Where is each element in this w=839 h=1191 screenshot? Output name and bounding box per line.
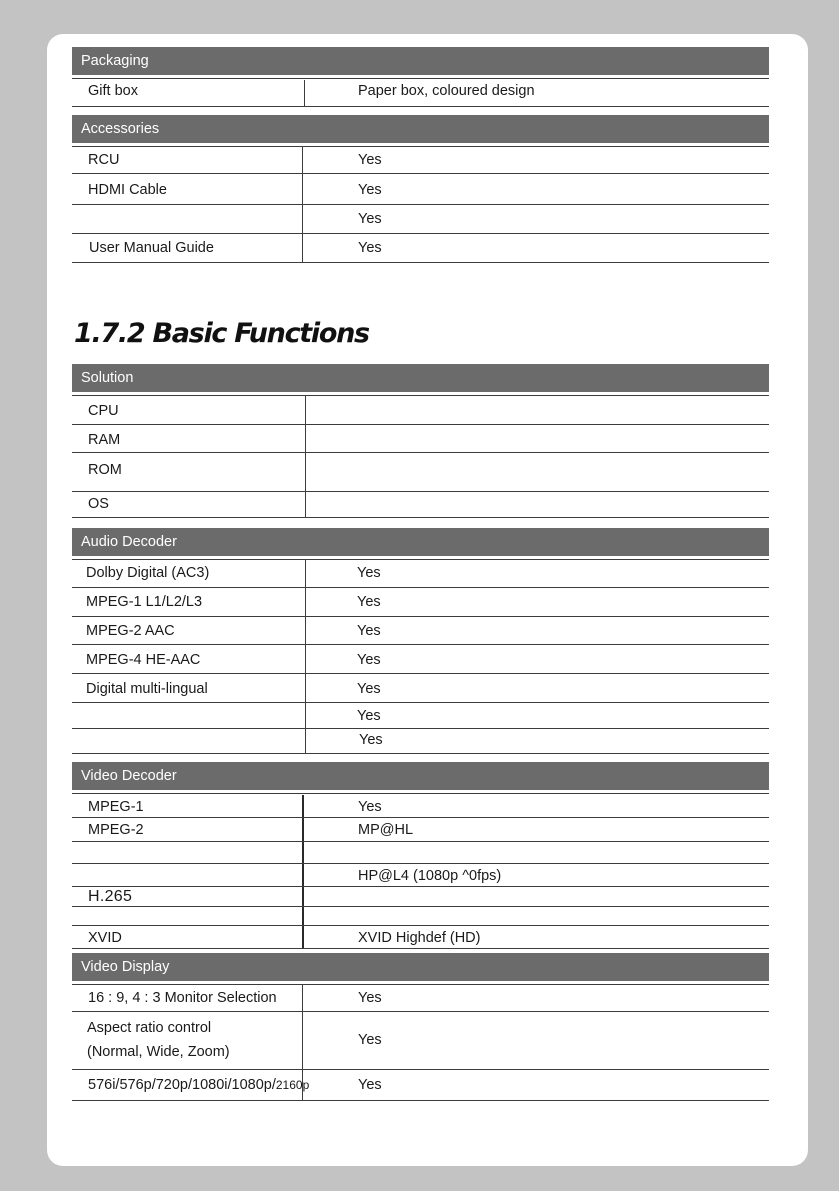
row-divider xyxy=(72,817,769,818)
row-divider xyxy=(72,841,769,842)
section-header-accessories: Accessories xyxy=(72,115,769,143)
row-value-mpeg2-video: MP@HL xyxy=(358,822,414,838)
row-key-os: OS xyxy=(88,496,109,512)
row-key-mpeg1-video: MPEG-1 xyxy=(88,799,144,815)
row-divider xyxy=(72,673,769,674)
column-divider xyxy=(305,560,306,753)
row-divider xyxy=(72,262,769,263)
row-value-hdmi-cable: Yes xyxy=(358,182,382,198)
resolutions-main: 576i/576p/720p/1080i/1080p/ xyxy=(88,1077,276,1093)
row-key-mpeg2-aac: MPEG-2 AAC xyxy=(86,623,175,639)
row-key-cpu: CPU xyxy=(88,403,119,419)
row-value-user-manual: Yes xyxy=(358,240,382,256)
row-divider xyxy=(72,233,769,234)
row-divider xyxy=(72,517,769,518)
row-key-aspect-ratio: Aspect ratio control xyxy=(87,1020,212,1036)
row-divider xyxy=(72,702,769,703)
row-value-rcu: Yes xyxy=(358,152,382,168)
row-divider xyxy=(72,173,769,174)
row-key-monitor-selection: 16 : 9, 4 : 3 Monitor Selection xyxy=(88,990,277,1006)
row-divider xyxy=(72,948,769,949)
column-divider xyxy=(304,80,305,106)
row-key-hdmi-cable: HDMI Cable xyxy=(88,182,167,198)
row-value-mpeg4-he-aac: Yes xyxy=(357,652,381,668)
row-value-audio: Yes xyxy=(357,708,381,724)
row-divider xyxy=(72,452,769,453)
column-divider xyxy=(305,396,306,517)
row-key-ram: RAM xyxy=(88,432,121,448)
row-key-user-manual: User Manual Guide xyxy=(89,240,214,256)
row-divider xyxy=(72,644,769,645)
row-value-hp-l4: HP@L4 (1080p ^0fps) xyxy=(358,868,502,884)
row-key-dolby: Dolby Digital (AC3) xyxy=(86,565,210,581)
row-divider xyxy=(72,587,769,588)
row-key-resolutions xyxy=(88,1077,309,1093)
section-header-solution: Solution xyxy=(72,364,769,392)
row-divider xyxy=(72,491,769,492)
row-divider xyxy=(72,906,769,907)
section-header-packaging: Packaging xyxy=(72,47,769,75)
row-key-rom: ROM xyxy=(88,462,122,478)
row-divider xyxy=(72,106,769,107)
row-value-mpeg1-video: Yes xyxy=(358,799,382,815)
row-value-aspect-ratio: Yes xyxy=(358,1032,382,1048)
row-value-xvid: XVID Highdef (HD) xyxy=(358,930,481,946)
page-heading: 1.7.2 Basic Functions xyxy=(74,318,369,349)
section-header-video-decoder: Video Decoder xyxy=(72,762,769,790)
row-divider xyxy=(72,753,769,754)
row-key-gift-box: Gift box xyxy=(88,83,138,99)
row-divider xyxy=(72,424,769,425)
row-value-audio: Yes xyxy=(359,732,383,748)
row-divider xyxy=(72,204,769,205)
row-value-multi-lingual: Yes xyxy=(357,681,381,697)
row-value-mpeg1-audio: Yes xyxy=(357,594,381,610)
resolutions-2160p: 2160p xyxy=(275,1078,310,1092)
row-divider xyxy=(72,886,769,887)
row-value-dolby: Yes xyxy=(357,565,381,581)
row-divider xyxy=(72,863,769,864)
row-value-mpeg2-aac: Yes xyxy=(357,623,381,639)
row-key-multi-lingual: Digital multi-lingual xyxy=(86,681,208,697)
section-header-video-display: Video Display xyxy=(72,953,769,981)
row-divider xyxy=(72,728,769,729)
row-value-accessory: Yes xyxy=(358,211,382,227)
row-key-mpeg2-video: MPEG-2 xyxy=(88,822,144,838)
row-divider xyxy=(72,1100,769,1101)
row-key-rcu: RCU xyxy=(88,152,120,168)
row-value-resolutions: Yes xyxy=(358,1077,382,1093)
row-key-h265: H.265 xyxy=(88,888,133,905)
row-divider xyxy=(72,1011,769,1012)
row-value-gift-box: Paper box, coloured design xyxy=(358,83,535,99)
row-key-mpeg4-he-aac: MPEG-4 HE-AAC xyxy=(86,652,201,668)
row-key-mpeg1-audio: MPEG-1 L1/L2/L3 xyxy=(86,594,203,610)
row-key-aspect-ratio-modes: (Normal, Wide, Zoom) xyxy=(87,1044,230,1060)
section-header-audio-decoder: Audio Decoder xyxy=(72,528,769,556)
row-key-xvid: XVID xyxy=(88,930,122,946)
row-divider xyxy=(72,925,769,926)
row-divider xyxy=(72,1069,769,1070)
row-divider xyxy=(72,616,769,617)
row-value-monitor-selection: Yes xyxy=(358,990,382,1006)
